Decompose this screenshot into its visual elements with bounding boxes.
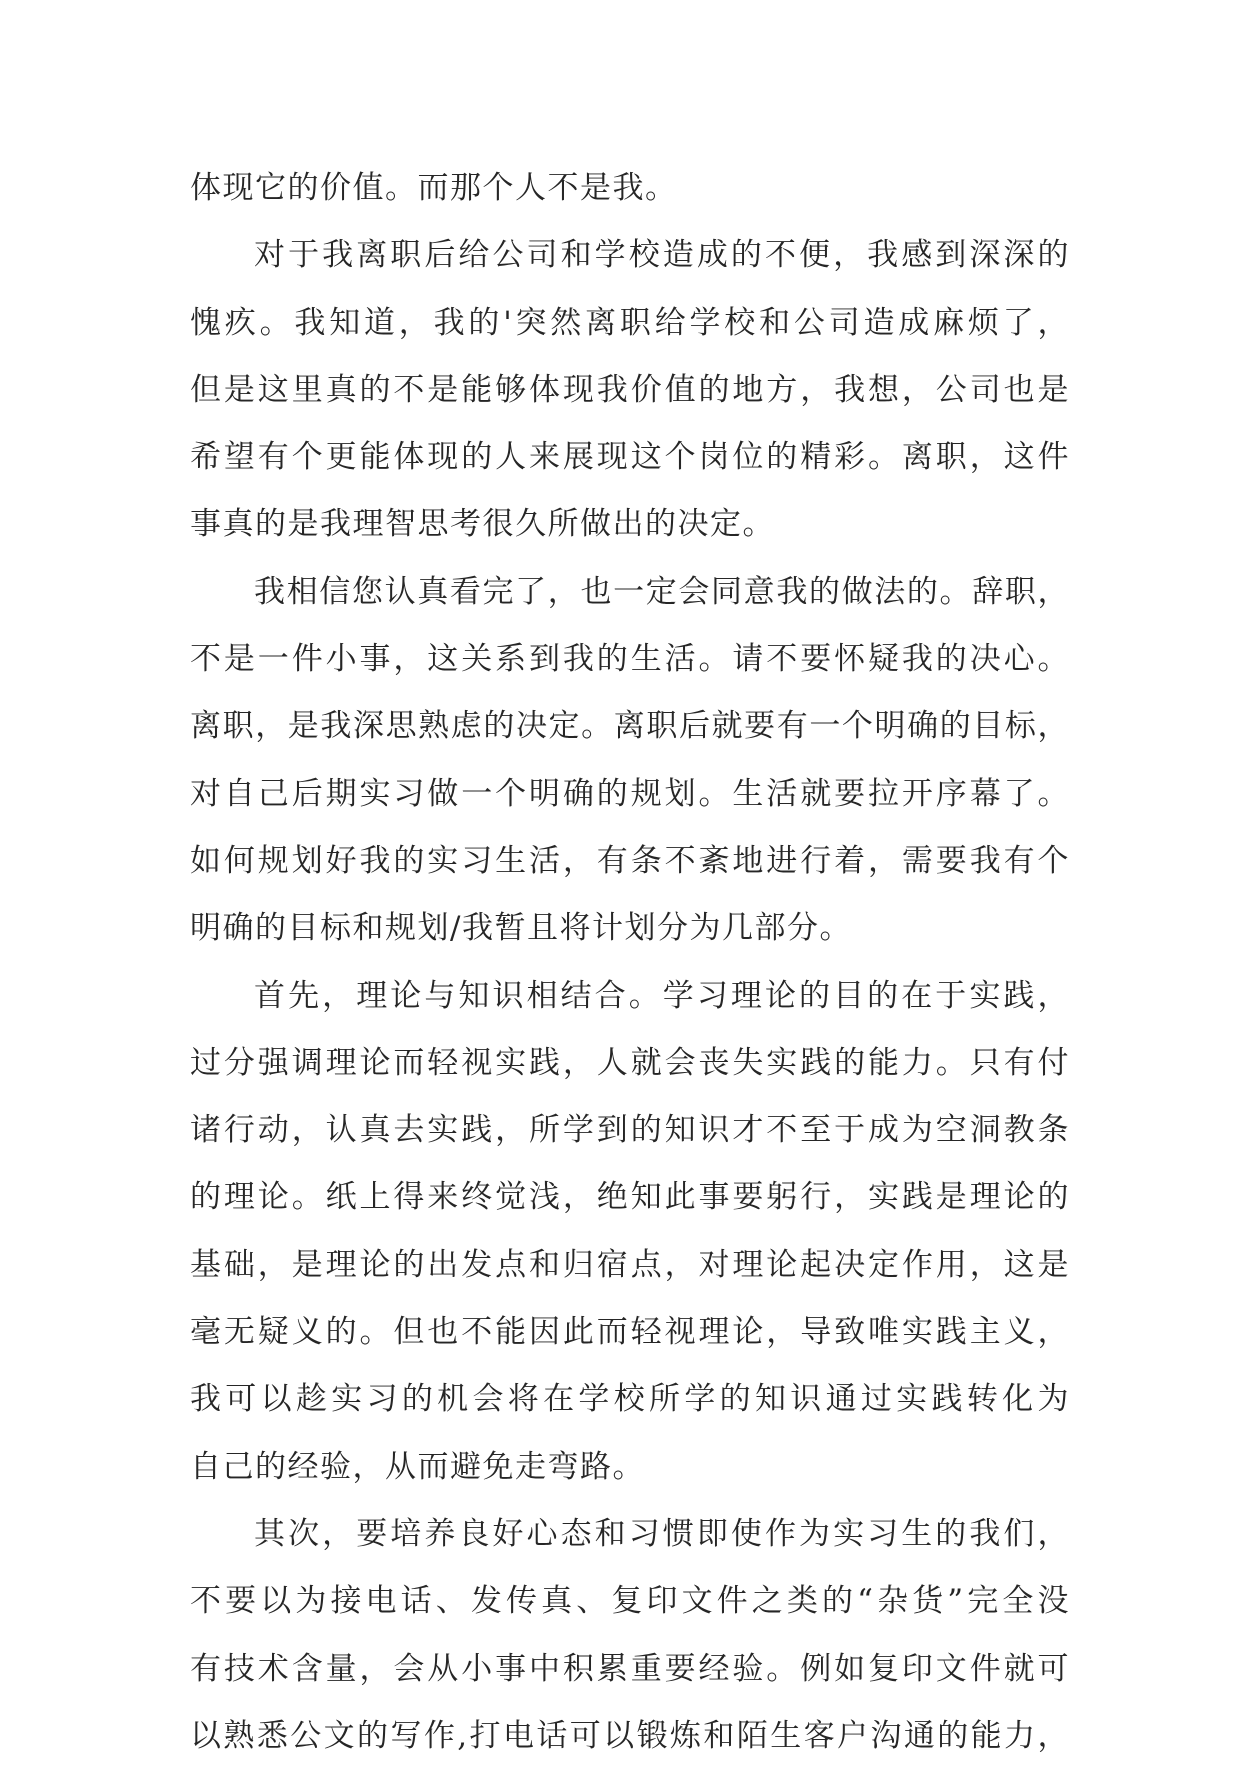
text-line: 过分强调理论而轻视实践，人就会丧失实践的能力。只有付 xyxy=(190,1044,1070,1081)
text-line: 自己的经验，从而避免走弯路。 xyxy=(190,1448,645,1485)
paragraph-start-line: 其次，要培养良好心态和习惯即使作为实习生的我们， xyxy=(254,1515,1070,1552)
text-line: 基础，是理论的出发点和归宿点，对理论起决定作用，这是 xyxy=(190,1246,1070,1283)
text-line: 诸行动，认真去实践，所学到的知识才不至于成为空洞教条 xyxy=(190,1112,1070,1149)
text-line: 的理论。纸上得来终觉浅，绝知此事要躬行，实践是理论的 xyxy=(190,1179,1070,1216)
text-line: 但是这里真的不是能够体现我价值的地方，我想，公司也是 xyxy=(190,371,1070,408)
text-line: 对自己后期实习做一个明确的规划。生活就要拉开序幕了。 xyxy=(190,775,1070,812)
text-line: 以熟悉公文的写作,打电话可以锻炼和陌生客户沟通的能力， xyxy=(190,1717,1070,1754)
text-line: 事真的是我理智思考很久所做出的决定。 xyxy=(190,506,775,543)
paragraph-start-line: 首先，理论与知识相结合。学习理论的目的在于实践， xyxy=(254,977,1070,1014)
document-body xyxy=(190,155,1070,1770)
text-line: 我可以趁实习的机会将在学校所学的知识通过实践转化为 xyxy=(190,1381,1070,1418)
text-line: 毫无疑义的。但也不能因此而轻视理论，导致唯实践主义， xyxy=(190,1314,1070,1351)
paragraph-start-line: 对于我离职后给公司和学校造成的不便，我感到深深的 xyxy=(254,237,1070,274)
text-line: 不要以为接电话、发传真、复印文件之类的“杂货”完全没 xyxy=(190,1583,1070,1620)
text-line: 体现它的价值。而那个人不是我。 xyxy=(190,170,678,206)
text-line: 明确的目标和规划/我暂且将计划分为几部分。 xyxy=(190,910,852,947)
text-line: 有技术含量，会从小事中积累重要经验。例如复印文件就可 xyxy=(190,1650,1070,1687)
paragraph-start-line: 我相信您认真看完了，也一定会同意我的做法的。辞职， xyxy=(254,573,1070,610)
text-line: 愧疚。我知道，我的'突然离职给学校和公司造成麻烦了， xyxy=(190,304,1070,341)
text-line: 不是一件小事，这关系到我的生活。请不要怀疑我的决心。 xyxy=(190,641,1070,678)
text-line: 离职，是我深思熟虑的决定。离职后就要有一个明确的目标， xyxy=(190,708,1070,745)
text-line: 希望有个更能体现的人来展现这个岗位的精彩。离职，这件 xyxy=(190,439,1070,476)
text-line: 如何规划好我的实习生活，有条不紊地进行着，需要我有个 xyxy=(190,842,1070,879)
